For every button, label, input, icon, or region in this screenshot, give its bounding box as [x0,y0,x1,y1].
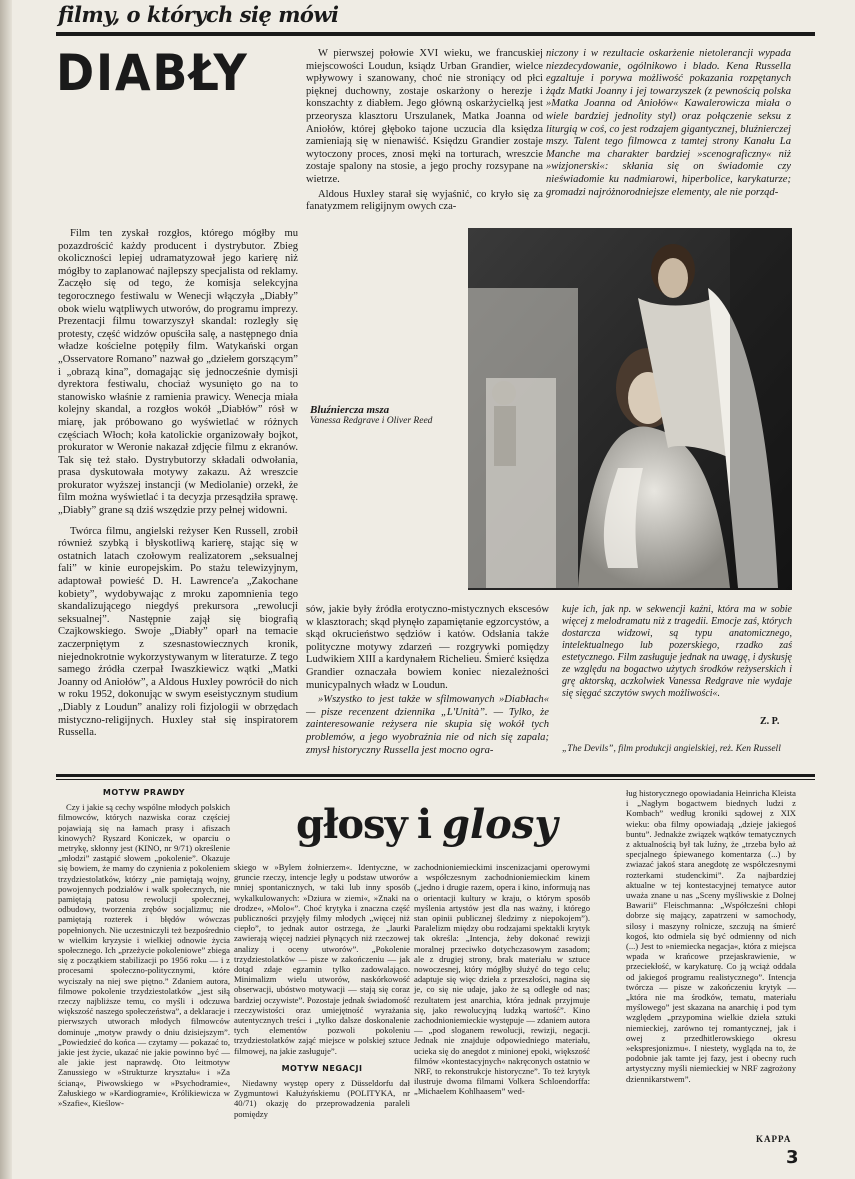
paragraph: zachodnioniemieckimi inscenizacjami operowymi a współczesnym zachodnioniemieckim kinem („jedno i drugie razem, opera i kino, informują nas o orientacji kultury w kraju, o którym sposób myślenia artystów jest dla nas ważny, i którego stan opinii publicznej śledzimy z niepokojem”). Paralelizm między obu rodzajami spektakli krytyk tak określa: „Intencja, żeby dokonać rewizji moralnej przeciwko dotychczasowym zasadom; ale z drugiej strony, brak materiału w sztuce nowoczesnej, który mógłby służyć do tego celu; adaptuje się więc dzieła z przeszłości, nagina się je, co się nie udaje, jako że są odległe od nas; rezultatem jest anarchia, która jednak przyjmuje się, jako rewolucyjną ludzką wartość”. Kino zachodnioniemieckie występuje — zdaniem autora — „pod sloganem rewolucji, rewizji, negacji. Jednak nie znajduje odpowiedniego materiału, ucieka się do anegdot z minionej epoki, większość filmów »kontestacyjnych« nakręconych ostatnio w NRF, to rekonstrukcje historyczne”. To też krytyk ilustruje dwoma filmami Volkera Schloendorffa: „Michaelem Kohlhaasem” wed- [414,862,590,1097]
article-column-3 [546,48,791,199]
paragraph: Aldous Huxley starał się wyjaśnić, co kryło się za fanatyzmem religijnym owych cza- [306,188,543,213]
article-column-1 [58,228,298,740]
paragraph: Niedawny występ opery z Düsseldorfu dał Zygmuntowi Kałużyńskiemu (POLITYKA, nr 40/71) okazję do przeprowadzenia paraleli pomiędzy [234,1078,410,1119]
paragraph: kuje ich, jak np. w sekwencji kaźni, która ma w sobie więcej z melodramatu niż z tragedii. Emocje zaś, których dostarcza widzowi, są typu anatomicznego, intelektualnego lub pozerskiego, rzadko zaś estetycznego. Film zasługuje jednak na uwagę, i dyskusję ze względu na bogactwo użytych środków reżyserskich i grę aktorską, aczkolwiek Vanessa Redgrave nie wydaje się sięgać szczytów swych możliwości«. [562,604,792,699]
lower-column-3 [414,862,590,1097]
photo-caption [310,405,460,427]
caption-title: Bluźniercza msza [310,404,390,416]
article-column-2 [306,48,543,214]
quote-paragraph: »Wszystko to jest także w sfilmowanych »Diabłach« — pisze recenzent dziennika „L'Unità”. — Tylko, że zainteresowanie reżysera nie skupia się wokół tych problemów, a jego wyobraźnia nie od nich się zapala; zmysł historyczny Russella jest mocno ogra- [306,694,549,756]
lower-column-2 [234,862,410,1119]
heading-word-glosy-italic: glosy [442,800,558,848]
heading-word-glosy: głosy [296,800,407,848]
paragraph: skiego w »Bylem żołnierzem«. Identyczne, w gruncie rzeczy, intencje legły u podstaw utworów mniej spontanicznych, w taki lub inny sposób wykalkulowanych: »Dziura w ziemi«, »Znaki na drodze«, »Molo«”. Choć krytyka i znaczna część publiczności przyjęły filmy młodych „więcej niż ciepło”, to jednak autor ostrzega, że „laurki zawierają więcej nadziei płynących niż rzeczowej analizy i oceny utworów”. „Pokolenie trzydziestolatków — pisze w zakończeniu — jak dotąd zdaje egzamin tylko zadowalająco. Minimalizm wielu utworów, naskórkowość obserwacji, ubóstwo motywacji — stają się coraz bardziej oczywiste”. Pozostaje jednak świadomość rzeczywistości oraz umiejętność wyrażania autentycznych treści i „tylko dalsze doskonalenie tych elementów pozwoli pokoleniu trzydziestolatków zająć miejsce w polskiej sztuce filmowej, na jakie zasługuje”. [234,862,410,1056]
section-rule [56,774,815,777]
page-number: 3 [786,1147,799,1168]
section-title: filmy, o których się mówi [58,2,339,27]
film-still-image [468,228,792,590]
paragraph: Twórca filmu, angielski reżyser Ken Russell, zrobił również szybką i błyskotliwą karierę, stając się w ostatnich latach czołowym realizatorem „seksualnej fali” w kinie europejskim. Po stażu telewizyjnym, adaptował powieść D. H. Lawrence'a „Zakochane kobiety”, wydobywając z mroku zapomnienia tego skandalizującego niegdyś prekursora „rewolucji seksualnej”. Następnie zajął się biografią Czajkowskiego. Swoje „Diabły” oparł na temacie zaczerpniętym z szesnastowiecznych kronik, niejednokrotnie wykorzystywanym w literaturze. Z tego samego źródła czerpał Iwaszkiewicz wątki „Matki Joanny od Aniołów”, a Aldous Huxley powrócił do nich w roku 1952, dokonując w swym eseistycznym studium „Diably z Loudun” analizy roli fizjologii w obrzędach mistyczno-religijnych. Huxley stał się inspiratorem Russella. [58,525,298,739]
paragraph: sów, jakie były źródła erotyczno-mistycznych ekscesów w klasztorach; skąd płynęło zapamiętanie egzorcystów, a skąd okrucieństwo sędziów i katów. Odsłania także polityczne motywy zdarzeń — rozgrywki pomiędzy Ludwikiem XIII a kardynałem Richelieu. Śmierć księdza Grandier oznaczała bowiem koniec niezależności municypalnych władz w Loudun. [306,604,549,691]
film-caption: „The Devils”, film produkcji angielskiej, reż. Ken Russell [562,744,781,754]
article-column-2-lower [306,604,549,757]
author-signature: KAPPA [756,1134,792,1144]
page-binding-edge [0,0,12,1179]
film-still-photo [468,228,792,590]
section-rule-thin [56,779,815,780]
subsection-title: MOTYW NEGACJI [281,1063,363,1073]
paragraph: Film ten zyskał rozgłos, którego mógłby mu pozazdrościć każdy producent i dystrybutor. Zbieg okoliczności lepiej udramatyzował jego karierę niż mógłby to zaplanować najlepszy specjalista od reklamy. Zaczęło się od tego, że komisja selekcyjna tegorocznego festiwalu w Wenecji włączyła „Diabły” obok wielu wątpliwych utworów, do programu imprezy. Prezentacji filmu towarzyszył skandal: rozległy się protesty, część widzów opuściła salę, a następnego dnia władze kościelne potępiły film. Watykański organ „Osservatore Romano” nazwał go „dziełem gorszącym” i „obrazą kina”, domagając się jednocześnie dymisji dyrektora festiwalu, chociaż wysunięto go na to stanowisko właśnie z ramienia prawicy. Wenecja miała kolejny skandal, a rozgłos wokół „Diabłów” rósł w miarę, jak próbowano go wyświetlać w różnych częściach Włoch; koła katolickie organizowały bojkot, prokurator w Weronie nakazał zdjęcie filmu z ekranów. Tak się też stało. Dystrybutorzy składali odwołania, prasa dyskutowała motywy zakazu. Aż wreszcie prokurator wyższej instancji (w Mediolanie) orzekł, że film można wyświetlać i ta decyzja przesądziła sprawę. „Diabły” grane są dziś wszędzie przy pełnej widowni. [58,228,298,517]
lower-column-1 [58,788,230,1108]
article-title: DIABŁY [56,44,249,102]
paragraph: niczony i w rezultacie oskarżenie nietolerancji wypada niezdecydowanie, ogólnikowo i blado. Kena Russella egzaltuje i porywa możliwość pokazania rozpętanych żądz Matki Joanny i jej towarzyszek (z pewnością polska »Matka Joanna od Aniołów« Kawalerowicza miała o wiele bardziej jednolity styl) oraz połączenie seksu z liturgią w coś, co jest rodzajem gigantycznej, bluźnierczej mszy. Talent tego filmowca z tamtej strony Kanału La Manche ma charakter bardziej »scenograficzny« niż »wizjonerski«: skłania się on świadomie czy nieświadomie ku nadmiarowi, hiperbolice, karykaturze; gromadzi najróżnorodniejsze elementy, ale nie porząd- [546,48,791,198]
paragraph: ług historycznego opowiadania Heinricha Kleista i „Nagłym bogactwem biednych ludzi z Kombach” według kroniki sądowej z XIX wieku: oba filmy opowiadają „dzieje jakiegoś buntu”. Jednakże związek wątków tematycznych z aktualnością był tak luźny, że „trzeba było aż specjalnego śpiewanego komentarza (...) by zwiazać jakoś stara anegdotę ze współczesnymi rozterkami studenckimi”. Za najbardziej aktualne w tej kontestacyjnej tematyce autor uważa znane u nas „Sceny myśliwskie z Dolnej Bawarii” Fleischmanna: „Współcześni chłopi dobrze się mający, zapatrzeni w samochody, silosy i maszyny rolnicze, szczują na śmierć kogoś, kto odmiela się być odmienny od nich (...) Jest to »niemiecka negacja«, która z miejsca wpada w krańcowe przejaskrawienie, w przeciekłość, w karykaturę. Co ją wciąż oddala od jakiegoś programu realistycznego”. Intencja twórcza — pisze w zakończeniu krytyk — „która nie ma środków, tematu, materiału myślowego” jest skazana na anarchię i pod tym względem „przypomina wielkie dzieła sztuki niemieckiej, zarówno tej romantycznej, jak i owej z przedhitlerowskiego okresu »ekspresjonizmu«. I niestety, wygląda na to, że podobnie jak tamte jej fazy, jest i obecny ruch artystyczny myśli niemieckiej w NRF zagrożony dziennikarstwem”. [626,788,796,1084]
heading-word-i: i [416,800,433,848]
lower-column-4 [626,788,796,1084]
paragraph: Czy i jakie są cechy wspólne młodych polskich filmowców, których nazwiska coraz częściej pojawiają się na łamach prasy i afiszach kinowych? Ryszard Koniczek, w oparciu o metrykę, skłonny jest (KINO, nr 9/71) określenie „młodzi” zastąpić słowem „pokolenie”. Okazuje się bowiem, że mamy do czynienia z pokoleniem trzydziestolatków, którzy „nie pamiętają wojny, powojennych podziałów i walk społecznych, nie pamiętają patosu rewolucji społecznej, odbudowy, tworzenia zrębów socjalizmu; nie pamiętają rozterek i błędów wówczas popełnionych. Nie uczestniczyli też bezpośrednio w wielkim kryzysie i wielkiej odnowie życia społecznego. Ich „przeżycie pokoleniowe” zbiega się z początkiem stabilizacji po 1956 roku — i z procesami społeczno-politycznymi, które wyciszały na niej swe piętno.” Zdaniem autora, filmowe pokolenie trzydziestolatków „jest siłą rzeczy najbliższe temu, co myśli i odczuwa większość naszego społeczeństwa”, a deklaracje i pierwszych utworach młodych filmowców dominuje „motyw prawdy o dniu dzisiejszym”. „Powiedzieć do końca — czytamy — pokazać to, jakie jest życie, ukazać nie jakie powinno być — ale jakie jest naprawdę. Oto leitmotyw Zanussiego w »Strukturze kryształu« i »Za ścianą«, Piwowskiego w »Psychodramie«, Załuskiego w »Kardiogramie«, Królikiewicza w »Szafie«, Kieślow- [58,802,230,1109]
paragraph: W pierwszej połowie XVI wieku, we francuskiej miejscowości Loudun, ksiądz Urban Grandier, wielce wpływowy i szanowany, choć nie stroniący od płci pięknej duchowny, zostaje oskarżony o herezje i konszachty z diabłem. Jego główną oskarżycielką jest przeorysza klasztoru Urszulanek, Matka Joanna od Aniołów, której głęboko tajone uczucia dla księdza zamieniają się w nienawiść. Księdzu Grandier zostaje wytoczony proces, znosi męki na torturach, wreszcie zostaje spalony na stosie, a jego prochy rozsypane na wietrze. [306,48,543,185]
lower-section-heading [296,798,616,850]
author-signature: Z. P. [760,716,780,727]
subsection-title: MOTYW PRAWDY [102,788,186,797]
top-rule [56,32,815,36]
caption-names: Vanessa Redgrave i Oliver Reed [310,416,433,426]
article-column-3-lower [562,604,792,700]
